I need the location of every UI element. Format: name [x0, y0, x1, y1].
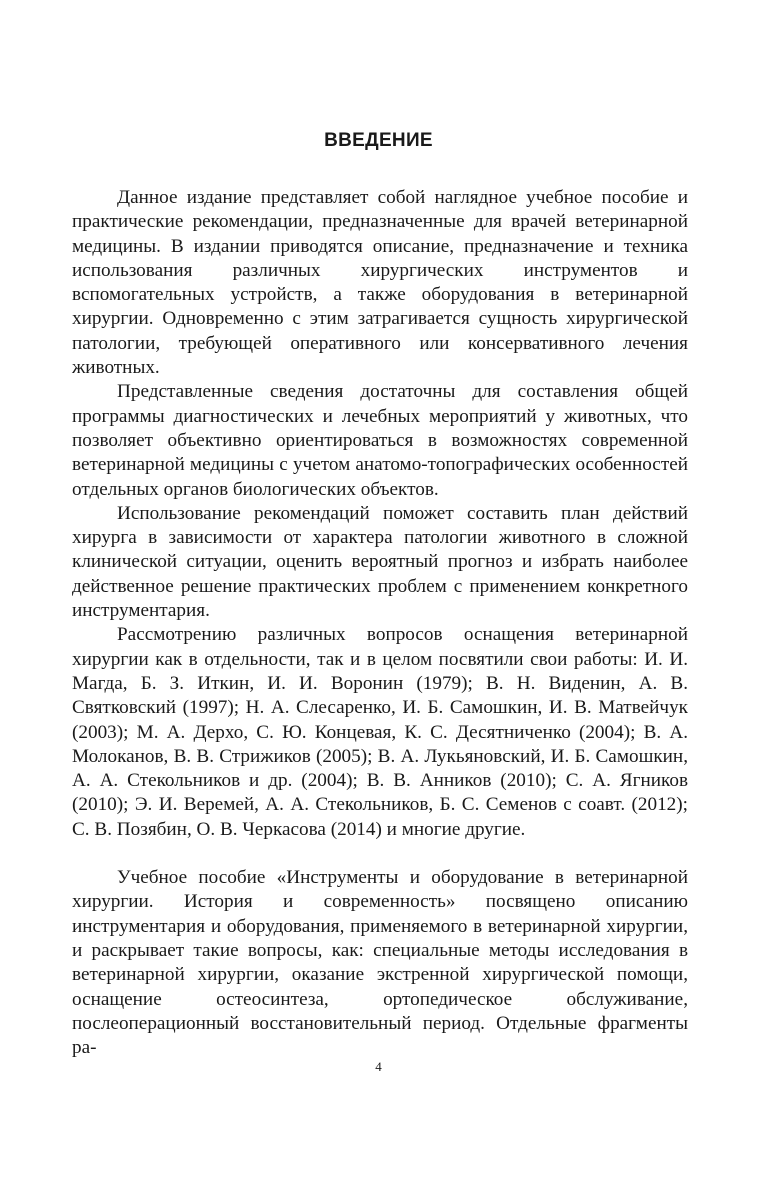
body-text: [72, 186, 688, 1060]
paragraph-1: Данное издание представляет собой наглядное учебное пособие и практические рекомендации, предназначенные для врачей ветеринарной медицины. В издании приводятся описание, предназначение и техника использования различных хирургических инструментов и вспомогательных устройств, а также оборудования в ветеринарной хирургии. Одновременно с этим затрагивается сущность хирургической патологии, требующей оперативного или консервативного лечения животных.: [72, 187, 688, 379]
section-heading: ВВЕДЕНИЕ: [324, 130, 433, 151]
paragraph-2: Представленные сведения достаточны для составления общей программы диагностических и лечебных мероприятий у животных, что позволяет объективно ориентироваться в возможностях современной ветеринарной медицины с учетом анатомо-топографических особенностей отдельных органов биологических объектов.: [72, 381, 688, 500]
page-number: 4: [375, 1059, 382, 1074]
paragraph-3: Использование рекомендаций поможет составить план действий хирурга в зависимости от характера патологии животного в сложной клинической ситуации, оценить вероятный прогноз и избрать наиболее действенное решение практических проблем с применением конкретного инструментария.: [72, 502, 688, 622]
paragraph-5: Учебное пособие «Инструменты и оборудование в ветеринарной хирургии. История и современность» посвящено описанию инструментария и оборудования, применяемого в ветеринарной хирургии, и раскрывает такие вопросы, как: специальные методы исследования в ветеринарной хирургии, оказание экстренной хирургической помощи, оснащение остеосинтеза, ортопедическое обслуживание, послеоперационный восстановительный период. Отдельные фрагменты ра-: [72, 867, 688, 1059]
paragraph-4: Рассмотрению различных вопросов оснащения ветеринарной хирургии как в отдельности, так и в целом посвятили свои работы: И. И. Магда, Б. З. Иткин, И. И. Воронин (1979); В. Н. Виденин, А. В. Святковский (1997); Н. А. Слесаренко, И. Б. Самошкин, И. В. Матвейчук (2003); М. А. Дерхо, С. Ю. Концевая, К. С. Десятниченко (2004); В. А. Молоканов, В. В. Стрижиков (2005); В. А. Лукьяновский, И. Б. Самошкин, А. А. Стекольников и др. (2004); В. В. Анников (2010); С. А. Ягников (2010); Э. И. Веремей, А. А. Стекольников, Б. С. Семенов с соавт. (2012); С. В. Позябин, О. В. Черкасова (2014) и многие другие.: [72, 624, 688, 840]
